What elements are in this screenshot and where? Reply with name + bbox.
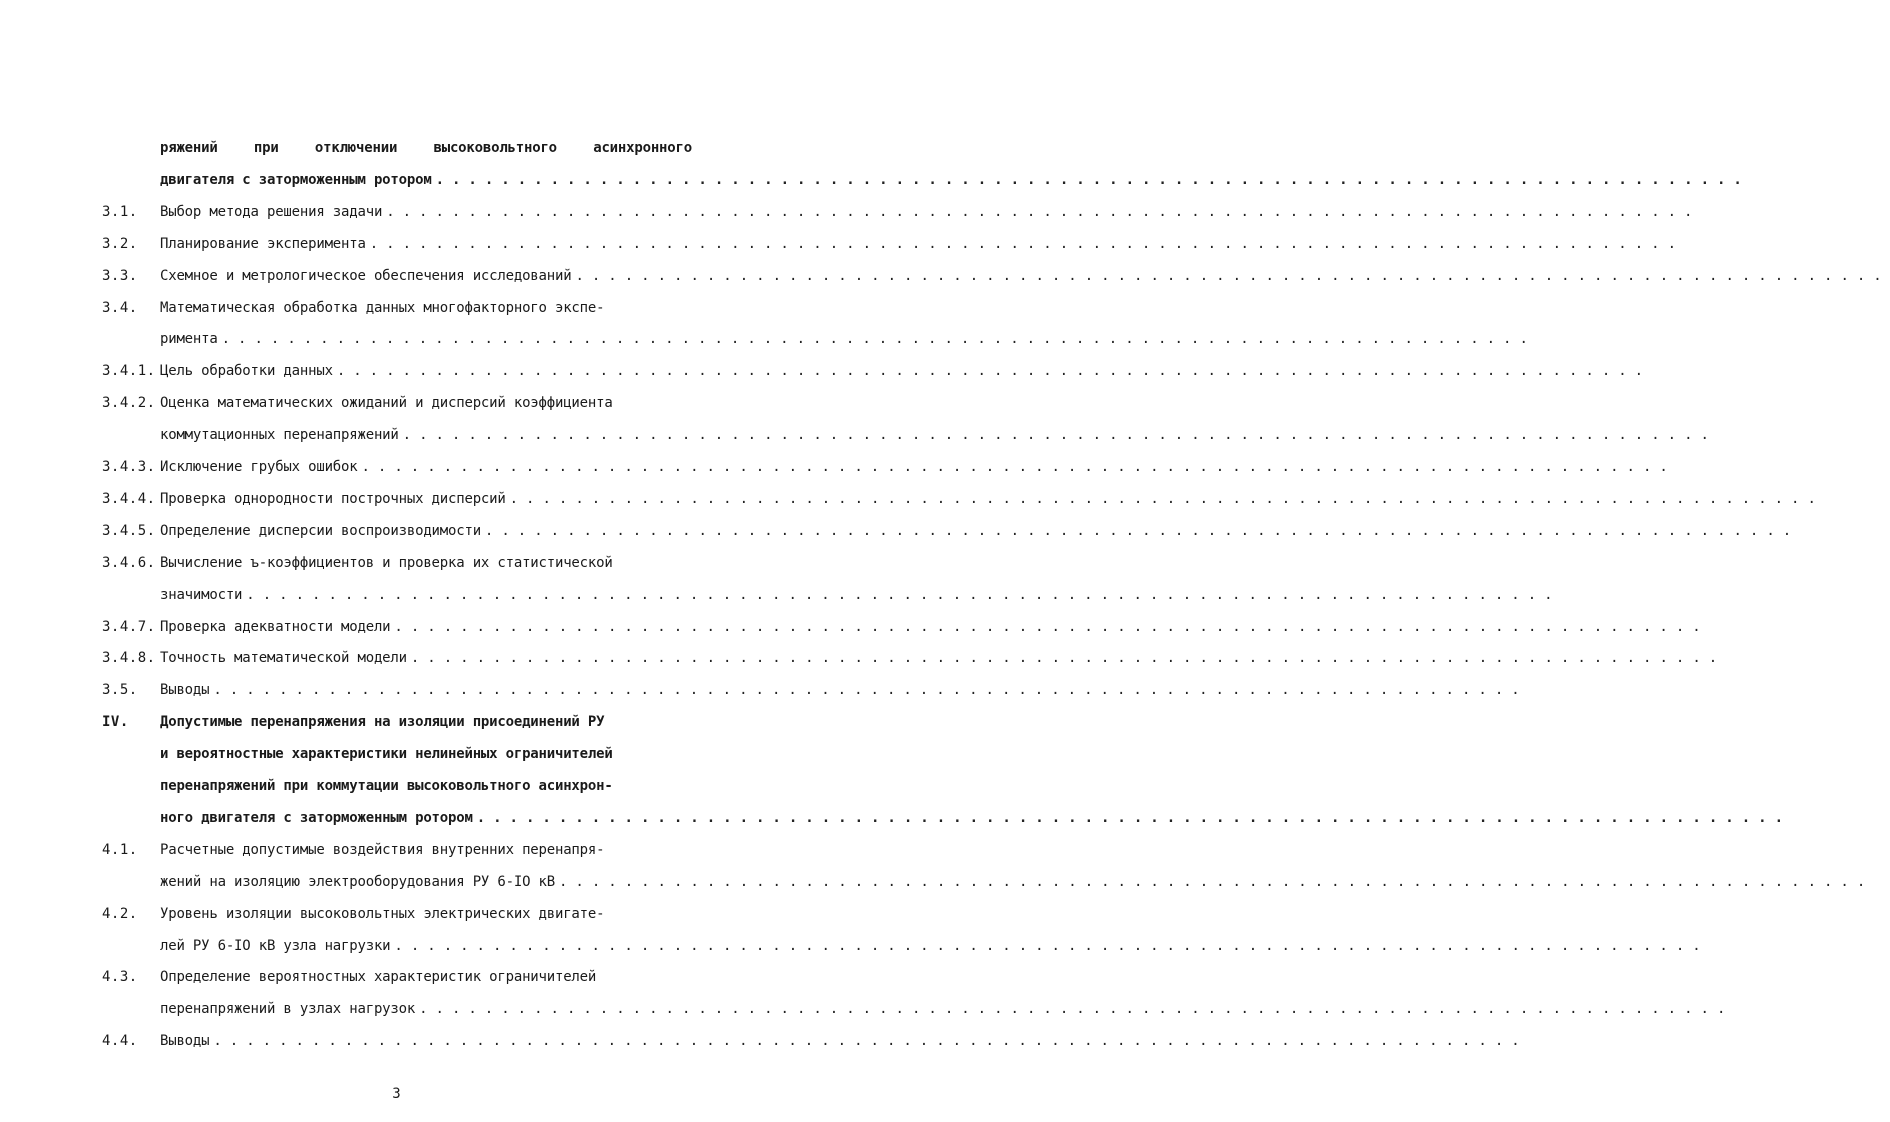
toc-entry-title: Цель обработки данных bbox=[160, 363, 333, 380]
dot-leader: ................................................................................ bbox=[435, 171, 1750, 188]
toc-entry-number: 3.3. bbox=[102, 267, 138, 284]
toc-entry-number: 3.4.5. bbox=[102, 522, 156, 539]
toc-entry-title-with-leader bbox=[160, 646, 1726, 670]
toc-entry-title-with-leader bbox=[160, 678, 1528, 702]
toc-entry-title-with-leader bbox=[160, 615, 1709, 639]
dot-leader: ................................................................................ bbox=[575, 267, 1890, 284]
toc-entry-number: 4.4. bbox=[102, 1033, 138, 1050]
toc-entry-title-with-leader bbox=[160, 1029, 1528, 1053]
toc-entry-number: 3.4.6. bbox=[102, 554, 156, 571]
dot-leader: ................................................................................ bbox=[369, 235, 1685, 252]
toc-entry-number: 3.5. bbox=[102, 682, 138, 699]
toc-entry-title: Планирование эксперимента bbox=[160, 235, 366, 252]
dot-leader: ................................................................................ bbox=[386, 203, 1701, 220]
dot-leader: ................................................................................ bbox=[419, 1001, 1734, 1018]
toc-entry-title-with-leader bbox=[160, 997, 1734, 1021]
toc-entry-title: перенапряжений в узлах нагрузок bbox=[160, 1001, 416, 1018]
dot-leader: ................................................................................ bbox=[336, 363, 1652, 380]
table-of-contents: ряжений при отключении высоковольтного асинхронного двигателя с заторможенным ротором ................................................................................ 3.1. Выбор метода решения задачи ................................................................................ 3.2. Планирование эксперимента ................................................................................ 3.3. Схемное и метрологическое обеспечения исследований ................................................................................ 3.4. Математическая обработка данных многофакторного экспе- римента ................................................................................ 3.4.1. Цель обработки данных ................................................................................ 3.4.2. Оценка математических ожиданий и дисперсий коэффициента коммутационных перенапряжений ................................................................................ 3.4.3. Исключение грубых ошибок ................................................................................ 3.4.4. Проверка однородности построчных дисперсий ................................................................................ 3.4.5. Определение дисперсии воспроизводимости ................................................................................ 3.4.6. Вычисление ъ-коэффициентов и проверка их статистической значимости ................................................................................ 3.4.7. Проверка адекватности модели ................................................................................ 3.4.8. Точность математической модели ................................................................................ 3.5. Выводы ................................................................................ IV. Допустимые перенапряжения на изоляции присоединений РУ и вероятностные характеристики нелинейных ограничителей перенапряжений при коммутации высоковольтного асинхрон- ного двигателя с заторможенным ротором ................................................................................ 4.1. Расчетные допустимые воздействия внутренних перенапря- жений на изоляцию электрооборудования РУ 6-IO кВ ................................................................................ 4.2. Уровень изоляции высоковольтных электрических двигате- лей РУ 6-IO кВ узла нагрузки ................................................................................ 4.3. Определение вероятностных характеристик ограничителей перенапряжений в узлах нагрузок ................................................................................ 4.4. Выводы ................................................................................ bbox=[0, 0, 793, 1122]
toc-entry-title-with-leader bbox=[160, 359, 1652, 383]
toc-entry-number: 3.2. bbox=[102, 235, 138, 252]
dot-leader: ................................................................................ bbox=[213, 682, 1528, 699]
toc-entry-number: 4.1. bbox=[102, 841, 138, 858]
toc-entry-number: 3.4.8. bbox=[102, 650, 156, 667]
toc-entry-title-with-leader bbox=[160, 934, 1709, 958]
toc-entry-title-with-leader bbox=[160, 232, 1685, 256]
toc-entry-title: значимости bbox=[160, 586, 243, 603]
toc-entry-title-with-leader bbox=[160, 264, 1890, 288]
dot-leader: ................................................................................ bbox=[246, 586, 1561, 603]
toc-entry-number: 3.4.4. bbox=[102, 490, 156, 507]
toc-entry-title-with-leader bbox=[160, 487, 1824, 511]
dot-leader: ................................................................................ bbox=[361, 459, 1676, 475]
toc-entry-title: жений на изоляцию электрооборудования РУ 6-IO кВ bbox=[160, 873, 555, 890]
toc-entry-title: Точность математической модели bbox=[160, 650, 407, 667]
toc-entry-number: 3.4.2. bbox=[102, 395, 156, 412]
toc-entry-number: 3.1. bbox=[102, 203, 138, 220]
toc-entry-number: 4.2. bbox=[102, 905, 138, 922]
toc-entry-title: Выводы bbox=[160, 682, 210, 699]
toc-entry-number: 3.4.3. bbox=[102, 459, 156, 475]
dot-leader: ................................................................................ bbox=[484, 522, 1800, 539]
toc-entry-title: Исключение грубых ошибок bbox=[160, 459, 358, 475]
dot-leader: ................................................................................ bbox=[394, 618, 1709, 635]
dot-leader: ................................................................................ bbox=[221, 331, 1536, 348]
toc-entry-title-with-leader bbox=[160, 583, 1561, 607]
toc-entry-title: Схемное и метрологическое обеспечения исследований bbox=[160, 267, 572, 284]
toc-entry-title: ного двигателя с заторможенным ротором bbox=[160, 809, 473, 826]
toc-entry-title: Проверка адекватности модели bbox=[160, 618, 391, 635]
dot-leader: ................................................................................ bbox=[410, 650, 1726, 667]
page-number: 3 bbox=[392, 1086, 401, 1102]
toc-entry-number: 3.4. bbox=[102, 299, 138, 316]
toc-entry-title: Выводы bbox=[160, 1033, 210, 1050]
toc-entry-title: римента bbox=[160, 331, 218, 348]
toc-entry-title-with-leader bbox=[160, 806, 1791, 830]
dot-leader: ................................................................................ bbox=[476, 809, 1791, 826]
toc-entry-title: Определение дисперсии воспроизводимости bbox=[160, 522, 481, 539]
toc-entry-title: Выбор метода решения задачи bbox=[160, 203, 383, 220]
dot-leader: ................................................................................ bbox=[402, 427, 1717, 444]
toc-entry-title: коммутационных перенапряжений bbox=[160, 427, 399, 444]
toc-entry-title: двигателя с заторможенным ротором bbox=[160, 171, 432, 188]
toc-entry-number: IV. bbox=[102, 714, 129, 731]
dot-leader: ................................................................................ bbox=[213, 1033, 1528, 1050]
toc-entry-number: 4.3. bbox=[102, 969, 138, 986]
dot-leader: ................................................................................ bbox=[394, 937, 1709, 954]
toc-entry-title-with-leader bbox=[160, 519, 1800, 543]
toc-entry-title: ряжений при отключении высоковольтного асинхронного bbox=[160, 140, 692, 156]
toc-entry-number: 3.4.1. bbox=[102, 363, 156, 380]
dot-leader: ................................................................................ bbox=[509, 490, 1824, 507]
toc-entry-title: лей РУ 6-IO кВ узла нагрузки bbox=[160, 937, 391, 954]
toc-entry-title: Проверка однородности построчных дисперсий bbox=[160, 490, 506, 507]
toc-entry-title-with-leader bbox=[160, 455, 1676, 479]
toc-entry-title-with-leader bbox=[160, 200, 1701, 224]
toc-entry-title-with-leader bbox=[160, 423, 1717, 447]
toc-entry-number: 3.4.7. bbox=[102, 618, 156, 635]
toc-entry-title-with-leader bbox=[160, 327, 1536, 351]
dot-leader: ................................................................................ bbox=[558, 873, 1874, 890]
toc-entry-title-with-leader bbox=[160, 168, 1750, 192]
toc-entry-title-with-leader bbox=[160, 870, 1874, 894]
